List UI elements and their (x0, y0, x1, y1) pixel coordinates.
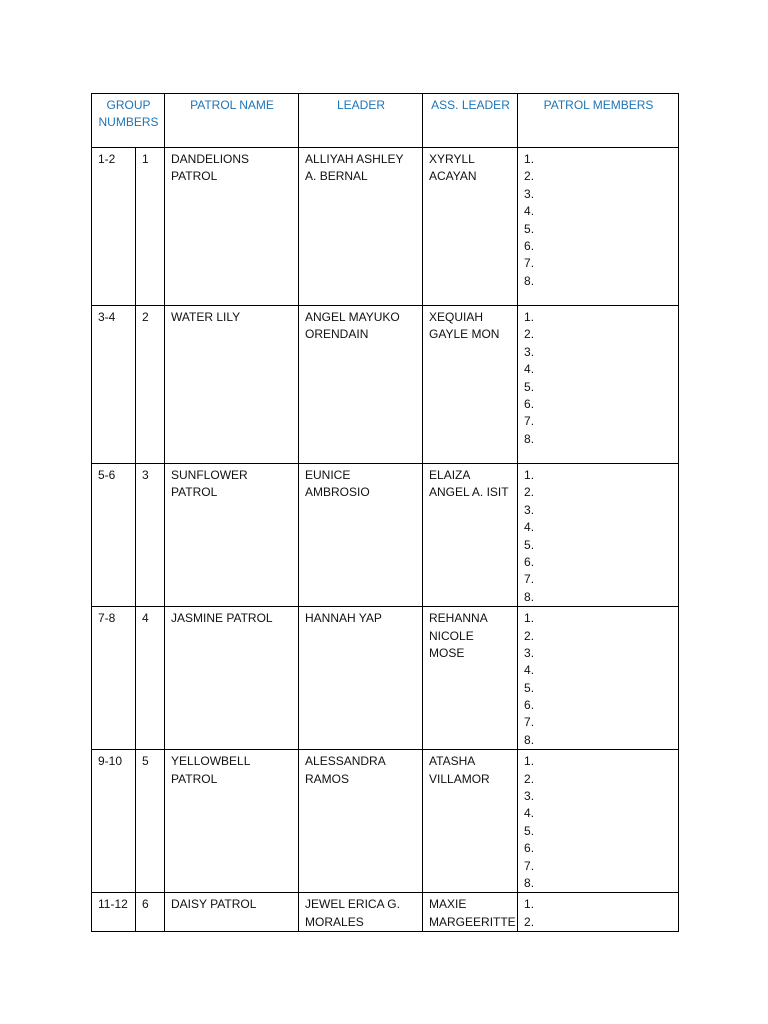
members-list (524, 309, 673, 448)
ass-leader-name: REHANNA NICOLE MOSE (423, 607, 518, 750)
member-slot: 5. (524, 537, 535, 552)
member-slot: 2. (524, 771, 535, 786)
patrol-members-cell (518, 750, 679, 893)
member-slot: 2. (524, 327, 535, 342)
member-slot: 6. (524, 554, 535, 569)
leader-name: HANNAH YAP (299, 607, 423, 750)
member-slot: 2. (524, 485, 535, 500)
member-slot: 3. (524, 186, 535, 201)
member-slot: 3. (524, 344, 535, 359)
member-slot: 3. (524, 789, 535, 804)
group-range: 5-6 (92, 464, 136, 607)
header-leader: LEADER (299, 94, 423, 148)
table-row (92, 306, 679, 464)
member-slot: 5. (524, 221, 535, 236)
member-slot: 8. (524, 273, 535, 288)
member-slot: 6. (524, 396, 535, 411)
member-slot: 4. (524, 663, 535, 678)
ass-leader-name: MAXIE MARGEERITTE (423, 893, 518, 932)
member-slot: 7. (524, 858, 535, 873)
member-slot: 7. (524, 256, 535, 271)
header-patrol-name: PATROL NAME (165, 94, 299, 148)
table-row (92, 893, 679, 932)
table-row (92, 607, 679, 750)
members-list (524, 610, 673, 749)
patrol-number: 2 (136, 306, 165, 464)
members-list (524, 467, 673, 606)
member-slot: 1. (524, 611, 535, 626)
member-slot: 7. (524, 414, 535, 429)
patrol-members-cell (518, 148, 679, 306)
patrol-number: 4 (136, 607, 165, 750)
patrol-members-cell (518, 464, 679, 607)
group-range: 11-12 (92, 893, 136, 932)
member-slot: 8. (524, 732, 535, 747)
member-slot: 8. (524, 589, 535, 604)
header-group-numbers: GROUP NUMBERS (92, 94, 165, 148)
ass-leader-name: ELAIZA ANGEL A. ISIT (423, 464, 518, 607)
member-slot: 2. (524, 169, 535, 184)
member-slot: 1. (524, 897, 535, 912)
leader-name: ANGEL MAYUKO ORENDAIN (299, 306, 423, 464)
group-range: 9-10 (92, 750, 136, 893)
member-slot: 5. (524, 680, 535, 695)
member-slot: 7. (524, 572, 535, 587)
group-range: 3-4 (92, 306, 136, 464)
member-slot: 2. (524, 914, 535, 929)
member-slot: 4. (524, 204, 535, 219)
leader-name: ALESSANDRA RAMOS (299, 750, 423, 893)
member-slot: 2. (524, 628, 535, 643)
member-slot: 4. (524, 362, 535, 377)
member-slot: 6. (524, 698, 535, 713)
member-slot: 6. (524, 238, 535, 253)
patrol-name: DAISY PATROL (165, 893, 299, 932)
table-row (92, 148, 679, 306)
patrol-name: JASMINE PATROL (165, 607, 299, 750)
member-slot: 5. (524, 379, 535, 394)
leader-name: JEWEL ERICA G. MORALES (299, 893, 423, 932)
member-slot: 1. (524, 310, 535, 324)
leader-name: EUNICE AMBROSIO (299, 464, 423, 607)
patrol-table (91, 93, 679, 932)
member-slot: 8. (524, 431, 535, 446)
ass-leader-name: XEQUIAH GAYLE MON (423, 306, 518, 464)
patrol-name: WATER LILY (165, 306, 299, 464)
header-ass-leader: ASS. LEADER (423, 94, 518, 148)
group-range: 7-8 (92, 607, 136, 750)
member-slot: 4. (524, 520, 535, 535)
patrol-members-cell (518, 306, 679, 464)
member-slot: 3. (524, 502, 535, 517)
member-slot: 1. (524, 152, 535, 166)
member-slot: 4. (524, 806, 535, 821)
header-patrol-members: PATROL MEMBERS (518, 94, 679, 148)
members-list (524, 753, 673, 892)
patrol-members-cell (518, 607, 679, 750)
patrol-number: 1 (136, 148, 165, 306)
patrol-members-cell (518, 893, 679, 932)
member-slot: 7. (524, 715, 535, 730)
patrol-number: 3 (136, 464, 165, 607)
patrol-name: SUNFLOWER PATROL (165, 464, 299, 607)
patrol-number: 6 (136, 893, 165, 932)
member-slot: 8. (524, 875, 535, 890)
patrol-name: YELLOWBELL PATROL (165, 750, 299, 893)
table-row (92, 464, 679, 607)
members-list (524, 896, 673, 931)
leader-name: ALLIYAH ASHLEY A. BERNAL (299, 148, 423, 306)
ass-leader-name: ATASHA VILLAMOR (423, 750, 518, 893)
member-slot: 5. (524, 823, 535, 838)
members-list (524, 151, 673, 290)
member-slot: 6. (524, 841, 535, 856)
patrol-name: DANDELIONS PATROL (165, 148, 299, 306)
member-slot: 1. (524, 468, 535, 482)
ass-leader-name: XYRYLL ACAYAN (423, 148, 518, 306)
table-header-row (92, 94, 679, 148)
member-slot: 1. (524, 754, 535, 769)
patrol-number: 5 (136, 750, 165, 893)
table-row (92, 750, 679, 893)
member-slot: 3. (524, 645, 535, 660)
group-range: 1-2 (92, 148, 136, 306)
